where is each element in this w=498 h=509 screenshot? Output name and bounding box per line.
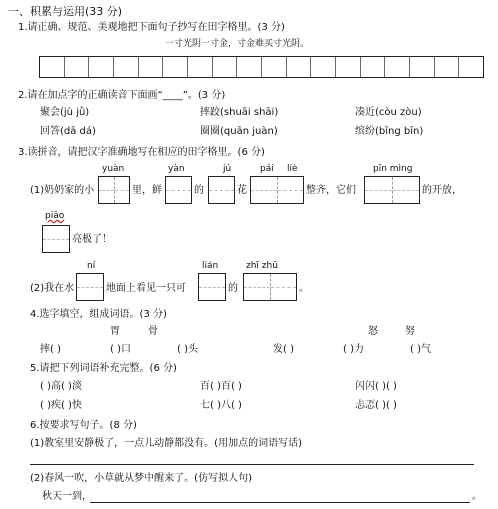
q5-blank[interactable]: 百( )百( ) [200, 381, 242, 392]
q3-s2-text: 地面上看见一只可 [106, 283, 186, 294]
q6-title: 6.按要求写句子。(8 分) [30, 420, 137, 431]
tianzi-box[interactable] [250, 176, 304, 204]
pinyin-label: pái [260, 164, 274, 174]
q1-sentence: 一寸光阴一寸金，寸金难买寸光阴。 [165, 39, 310, 49]
q4-title: 4.选字填空，组成词语。(3 分) [30, 309, 167, 320]
pinyin-label: ní [87, 261, 96, 271]
q2-item[interactable]: 摔跤(shuāi shāi) [200, 107, 279, 118]
q3-s1-text: 花 [237, 185, 247, 196]
pinyin-label: zhī zhū [246, 261, 278, 271]
q2-item[interactable]: 缤纷(bīng bīn) [355, 126, 424, 137]
q4-char: 努 [405, 326, 415, 337]
q4-blank[interactable]: 摔( ) [40, 344, 61, 355]
tianzi-box[interactable] [198, 273, 226, 301]
q4-char: 胃 [110, 326, 120, 337]
pinyin-label: liè [287, 164, 298, 174]
q4-blank[interactable]: ( )口 [110, 344, 131, 355]
q3-title: 3.读拼音，请把汉字准确地写在相应的田字格里。(6 分) [18, 147, 265, 158]
tianzi-box[interactable] [243, 273, 297, 301]
q2-item[interactable]: 圈圈(quān juàn) [200, 126, 278, 137]
q4-blank[interactable]: ( )气 [410, 344, 431, 355]
q5-blank[interactable]: ( )疾( )快 [40, 400, 82, 411]
tianzi-box[interactable] [364, 176, 420, 204]
q4-blank[interactable]: 发( ) [273, 344, 294, 355]
answer-line[interactable] [30, 464, 474, 465]
pinyin-label: jú [223, 164, 232, 174]
q5-blank[interactable]: 七( )八( ) [200, 400, 242, 411]
q3-s1-text: 亮极了！ [72, 234, 112, 245]
q3-s1-text: 里，鲜 [132, 185, 162, 196]
q3-s1-text: (1)奶奶家的小 [30, 185, 95, 196]
q3-s1-text: 整齐，它们 [306, 185, 356, 196]
q3-s1-text: 的开放， [422, 185, 462, 196]
q3-s2-text: 的 [228, 283, 238, 294]
pinyin-label: pīn mìng [373, 164, 413, 174]
q3-s2-text: (2)我在水 [30, 283, 75, 294]
q4-blank[interactable]: ( )头 [177, 344, 198, 355]
pinyin-label: yàn [168, 164, 185, 174]
tianzi-box[interactable] [165, 176, 192, 204]
tianzi-box[interactable] [42, 225, 70, 253]
q3-s1-text: 的 [194, 185, 204, 196]
pinyin-label: yuàn [102, 164, 125, 174]
q4-char: 骨 [148, 326, 158, 337]
q5-blank[interactable]: 闪闪( )( ) [355, 381, 397, 392]
q6-sentence-1: (1)教室里安静极了，一点儿动静都没有。(用加点的词语写话) [30, 438, 302, 449]
q2-title: 2.请在加点字的正确读音下面画“____”。(3 分) [18, 90, 226, 101]
q5-title: 5.请把下列词语补充完整。(6 分) [30, 363, 177, 374]
tianzi-box[interactable] [98, 176, 130, 204]
q1-title: 1.请正确、规范、美观地把下面句子抄写在田字格里。(3 分) [18, 22, 285, 33]
q4-char: 怒 [368, 326, 378, 337]
section-title: 一、积累与运用(33 分) [8, 5, 123, 18]
q4-blank[interactable]: ( )力 [343, 344, 364, 355]
q6-end-mark: 。 [472, 491, 482, 502]
q2-item[interactable]: 回答(dā dá) [40, 126, 96, 137]
q2-item[interactable]: 聚会(jù jǜ) [40, 107, 90, 118]
q6-sentence-2: (2)春风一吹，小草就从梦中醒来了。(仿写拟人句) [30, 473, 252, 484]
q5-blank[interactable]: ( )高( )淡 [40, 381, 82, 392]
tianzi-box[interactable] [208, 176, 235, 204]
tianzi-box[interactable] [76, 273, 104, 301]
answer-line[interactable] [90, 502, 470, 503]
q2-item[interactable]: 凑近(còu zòu) [355, 107, 422, 118]
q6-s2-start: 秋天一到， [42, 491, 92, 502]
pinyin-label: piāo [45, 211, 65, 221]
q3-s2-text: 。 [299, 283, 309, 294]
pinyin-label: lián [202, 261, 219, 271]
q5-blank[interactable]: 忐忑( )( ) [355, 400, 397, 411]
q1-copy-grid[interactable] [39, 56, 484, 78]
